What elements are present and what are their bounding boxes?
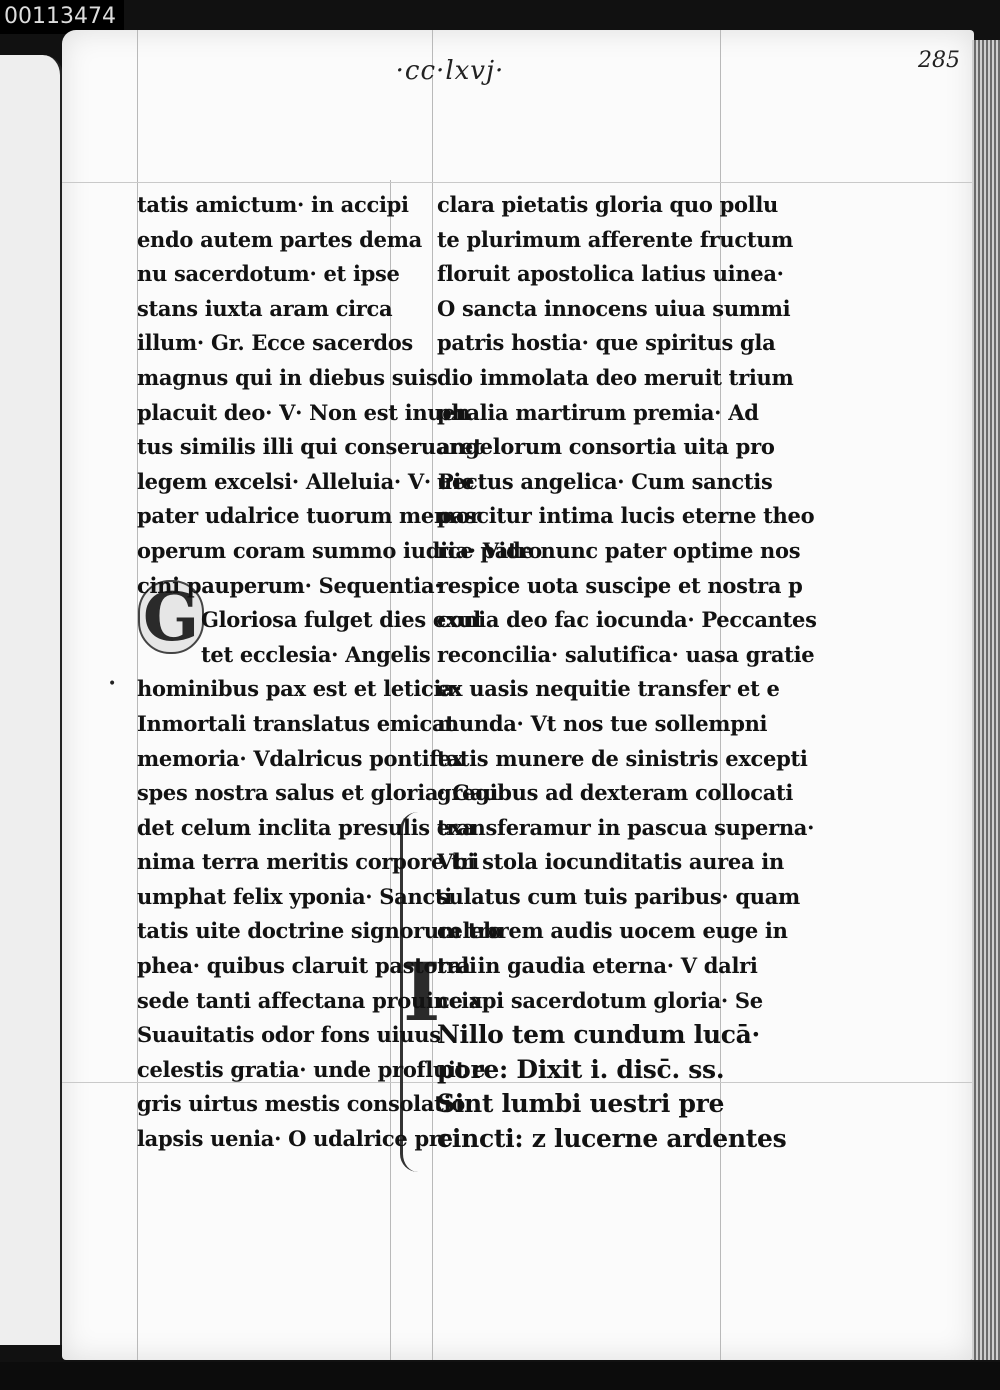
text-line: pater udalrice tuorum memor — [137, 503, 481, 529]
text-line: transferamur in pascua superna· — [437, 814, 815, 840]
text-line: floruit apostolica latius uinea· — [437, 261, 784, 287]
text-line: clara pietatis gloria quo pollu — [437, 192, 779, 217]
text-line: endo autem partes dema — [137, 226, 422, 252]
text-line: tra in gaudia eterna· V dalri — [437, 953, 758, 979]
text-column-left — [137, 188, 542, 1157]
text-line: uectus angelica· Cum sanctis — [437, 468, 773, 494]
text-line: respice uota suscipe et nostra p — [437, 572, 803, 598]
text-line: tatis munere de sinistris excepti — [437, 745, 808, 771]
text-line: Vbi stola iocunditatis aurea in — [437, 849, 784, 875]
text-line: nima terra meritis corpore tri — [137, 849, 479, 875]
text-line: Suauitatis odor fons uiuus — [137, 1022, 441, 1048]
margin-dot-icon: • — [108, 676, 117, 692]
page-stack-edge — [972, 40, 1000, 1360]
text-line: ce xpi sacerdotum gloria· Se — [437, 987, 763, 1013]
text-line: nu sacerdotum· et ipse — [137, 261, 400, 287]
ruling-line — [62, 182, 972, 183]
text-line: tet ecclesia· Angelis — [201, 641, 431, 667]
text-line: gris uirtus mestis consolatio — [137, 1091, 465, 1117]
text-line: tatis uite doctrine signorum tro — [137, 918, 502, 944]
text-line: illum· Gr. Ecce sacerdos — [137, 330, 413, 356]
text-line: umphat felix yponia· Sancti — [137, 883, 453, 909]
text-line: te plurimum afferente fructum — [437, 226, 794, 252]
text-line: phalia martirum premia· Ad — [437, 399, 759, 425]
text-column-right — [437, 188, 817, 1157]
text-line: munda· Vt nos tue sollempni — [437, 710, 768, 736]
decorated-initial-i-letter: I — [403, 945, 441, 1039]
scan-border — [0, 1362, 1000, 1390]
quire-mark: ·cc·lxvj· — [395, 56, 505, 86]
text-line: patris hostia· que spiritus gla — [437, 330, 776, 356]
text-line: placuit deo· V· Non est inuen — [137, 399, 471, 425]
text-line: pascitur intima lucis eterne theo — [437, 503, 815, 529]
text-line: Gloriosa fulget dies exul — [201, 607, 481, 633]
text-line: pore: Dixit i. disc̄. ss. — [437, 1054, 725, 1084]
text-line: celebrem audis uocem euge in — [437, 918, 788, 944]
text-line: hominibus pax est et leticia· — [137, 676, 462, 702]
text-line: Sint lumbi uestri pre — [437, 1089, 725, 1119]
text-line: ria· Vide nunc pater optime nos — [437, 537, 801, 563]
text-line: Nillo tem cundum lucā· — [437, 1020, 760, 1050]
text-line: sulatus cum tuis paribus· quam — [437, 883, 800, 909]
text-line: Inmortali translatus emicat — [137, 710, 455, 736]
text-line: angelorum consortia uita pro — [437, 434, 775, 460]
text-line: reconcilia· salutifica· uasa gratie — [437, 641, 815, 667]
text-line: magnus qui in diebus suis — [137, 364, 438, 390]
text-line: spes nostra salus et gloria· Gau — [137, 780, 499, 806]
text-line: celestis gratia· unde profluit e — [137, 1056, 486, 1082]
text-line: gregibus ad dexteram collocati — [437, 780, 794, 806]
facing-page-edge — [0, 55, 63, 1345]
decorated-initial-g: G — [138, 580, 204, 654]
text-line: tatis amictum· in accipi — [137, 192, 409, 217]
text-line: tus similis illi qui conseruaret — [137, 434, 483, 460]
text-line: lapsis uenia· O udalrice pre — [137, 1126, 453, 1152]
text-line: cini pauperum· Sequentia· — [137, 572, 442, 598]
folio-number: 285 — [918, 48, 960, 73]
text-line: sede tanti affectana prouincia· — [137, 987, 490, 1013]
text-line: legem excelsi· Alleluia· V· Pie — [137, 468, 475, 494]
text-line: memoria· Vdalricus pontifex — [137, 745, 464, 771]
text-line: dio immolata deo meruit trium — [437, 364, 794, 390]
text-line: conia deo fac iocunda· Peccantes — [437, 607, 817, 633]
scan-label: 00113474 — [0, 0, 124, 34]
text-line: stans iuxta aram circa — [137, 295, 393, 321]
text-line: det celum inclita presulis exa — [137, 814, 476, 840]
text-line: O sancta innocens uiua summi — [437, 295, 791, 321]
text-line: ex uasis nequitie transfer et e — [437, 676, 780, 702]
text-line: operum coram summo iudice patro — [137, 537, 542, 563]
text-line: phea· quibus claruit pastorali — [137, 953, 477, 979]
text-line: cincti: z lucerne ardentes — [437, 1124, 787, 1154]
